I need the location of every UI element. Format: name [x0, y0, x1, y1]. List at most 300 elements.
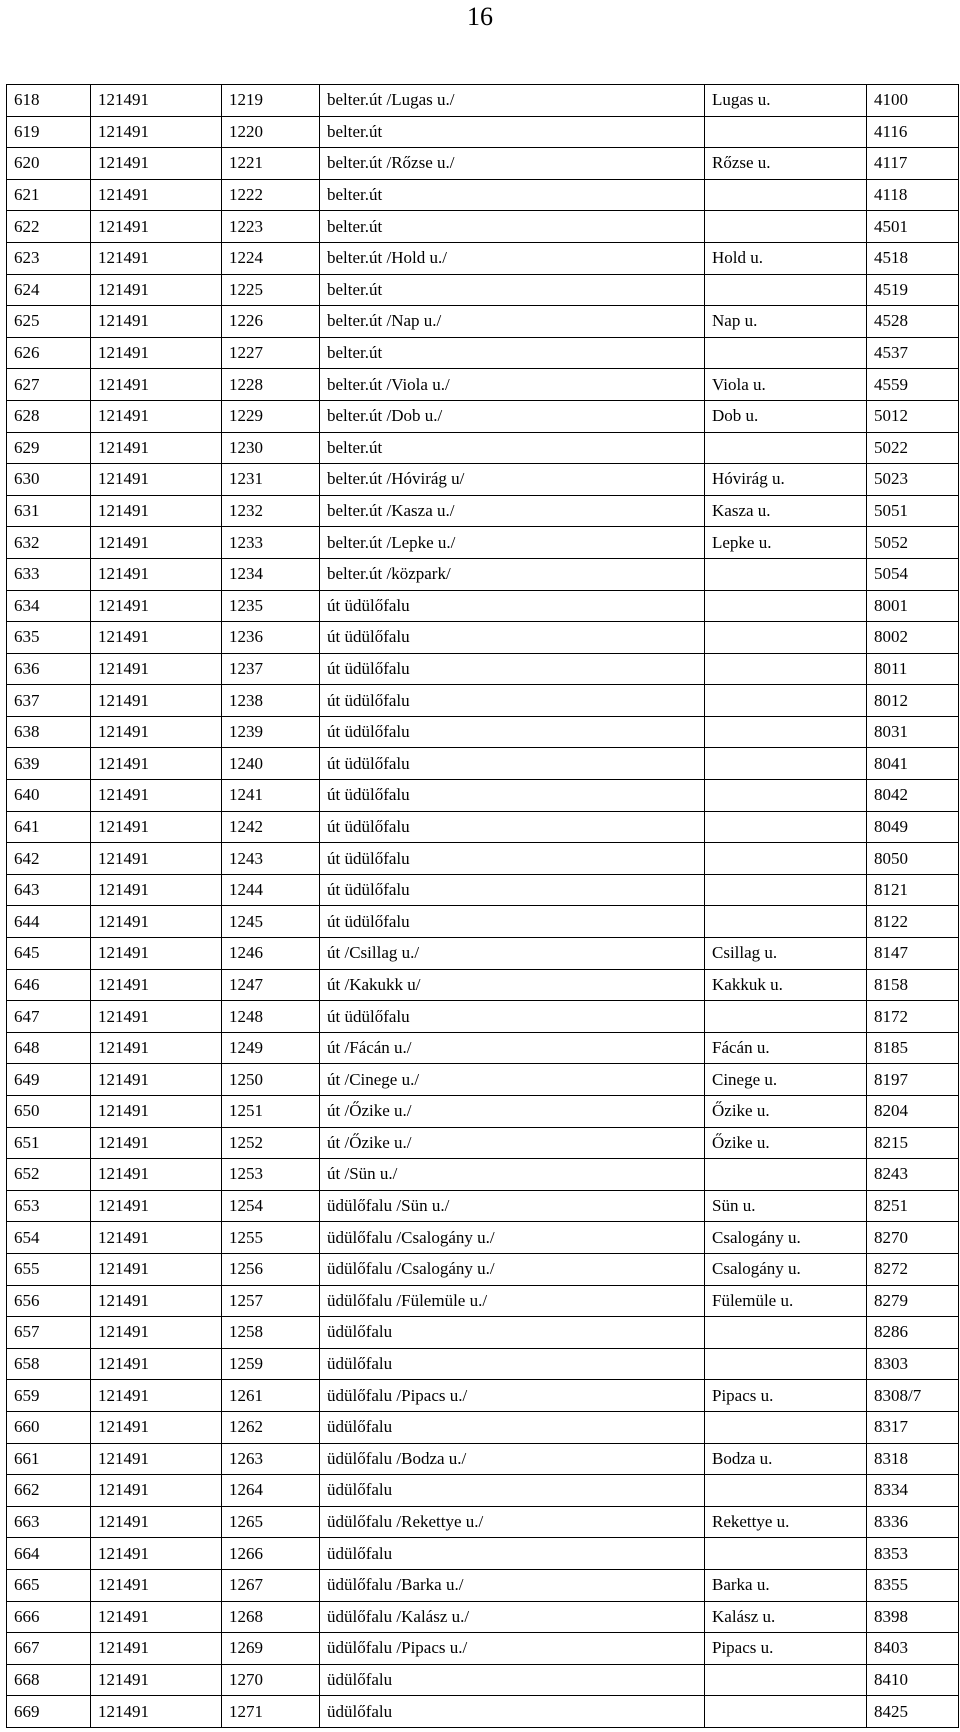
parcel-number-cell: 1234 [222, 558, 320, 590]
description-cell: belter.út /Kasza u./ [320, 495, 705, 527]
row-number-cell: 622 [7, 211, 91, 243]
parcel-number-cell: 1271 [222, 1696, 320, 1728]
description-cell: üdülőfalu [320, 1664, 705, 1696]
parcel-number-cell: 1264 [222, 1475, 320, 1507]
parcel-number-cell: 1236 [222, 622, 320, 654]
row-number-cell: 663 [7, 1506, 91, 1538]
description-cell: üdülőfalu [320, 1696, 705, 1728]
settlement-code-cell: 121491 [91, 1696, 222, 1728]
settlement-code-cell: 121491 [91, 653, 222, 685]
table-row [7, 811, 959, 843]
street-name-cell [705, 590, 867, 622]
identifier-cell: 4528 [867, 306, 959, 338]
parcel-number-cell: 1242 [222, 811, 320, 843]
parcel-number-cell: 1220 [222, 116, 320, 148]
settlement-code-cell: 121491 [91, 1569, 222, 1601]
street-name-cell [705, 116, 867, 148]
row-number-cell: 644 [7, 906, 91, 938]
street-name-cell: Őzike u. [705, 1127, 867, 1159]
identifier-cell: 8243 [867, 1159, 959, 1191]
street-name-cell: Sün u. [705, 1190, 867, 1222]
parcel-number-cell: 1223 [222, 211, 320, 243]
settlement-code-cell: 121491 [91, 780, 222, 812]
row-number-cell: 618 [7, 85, 91, 117]
description-cell: üdülőfalu [320, 1538, 705, 1570]
identifier-cell: 5023 [867, 464, 959, 496]
parcel-number-cell: 1231 [222, 464, 320, 496]
description-cell: belter.út [320, 116, 705, 148]
table-row [7, 1190, 959, 1222]
parcel-number-cell: 1254 [222, 1190, 320, 1222]
settlement-code-cell: 121491 [91, 1506, 222, 1538]
identifier-cell: 8147 [867, 938, 959, 970]
identifier-cell: 8286 [867, 1317, 959, 1349]
description-cell: üdülőfalu /Fülemüle u./ [320, 1285, 705, 1317]
table-row [7, 906, 959, 938]
parcel-number-cell: 1241 [222, 780, 320, 812]
row-number-cell: 649 [7, 1064, 91, 1096]
parcel-number-cell: 1244 [222, 874, 320, 906]
table-row [7, 1380, 959, 1412]
identifier-cell: 8031 [867, 716, 959, 748]
description-cell: út üdülőfalu [320, 653, 705, 685]
settlement-code-cell: 121491 [91, 716, 222, 748]
parcel-number-cell: 1266 [222, 1538, 320, 1570]
street-name-cell: Kasza u. [705, 495, 867, 527]
row-number-cell: 641 [7, 811, 91, 843]
street-name-cell [705, 653, 867, 685]
table-row [7, 242, 959, 274]
settlement-code-cell: 121491 [91, 1032, 222, 1064]
identifier-cell: 4501 [867, 211, 959, 243]
parcel-number-cell: 1225 [222, 274, 320, 306]
description-cell: út üdülőfalu [320, 811, 705, 843]
street-name-cell: Dob u. [705, 400, 867, 432]
street-name-cell [705, 1348, 867, 1380]
parcel-number-cell: 1230 [222, 432, 320, 464]
identifier-cell: 8050 [867, 843, 959, 875]
street-name-cell [705, 1664, 867, 1696]
description-cell: üdülőfalu /Barka u./ [320, 1569, 705, 1601]
table-row [7, 148, 959, 180]
street-name-cell: Hóvirág u. [705, 464, 867, 496]
description-cell: út /Sün u./ [320, 1159, 705, 1191]
description-cell: út üdülőfalu [320, 843, 705, 875]
description-cell: üdülőfalu /Csalogány u./ [320, 1253, 705, 1285]
parcel-number-cell: 1238 [222, 685, 320, 717]
settlement-code-cell: 121491 [91, 1064, 222, 1096]
identifier-cell: 4518 [867, 242, 959, 274]
table-row [7, 1159, 959, 1191]
settlement-code-cell: 121491 [91, 1411, 222, 1443]
parcel-number-cell: 1257 [222, 1285, 320, 1317]
table-row [7, 432, 959, 464]
table-row [7, 716, 959, 748]
identifier-cell: 8172 [867, 1001, 959, 1033]
street-name-cell [705, 1001, 867, 1033]
street-name-cell [705, 1411, 867, 1443]
row-number-cell: 646 [7, 969, 91, 1001]
row-number-cell: 667 [7, 1633, 91, 1665]
description-cell: üdülőfalu /Kalász u./ [320, 1601, 705, 1633]
settlement-code-cell: 121491 [91, 558, 222, 590]
parcel-number-cell: 1268 [222, 1601, 320, 1633]
parcel-number-cell: 1249 [222, 1032, 320, 1064]
street-name-cell: Viola u. [705, 369, 867, 401]
description-cell: út üdülőfalu [320, 685, 705, 717]
street-name-cell [705, 1696, 867, 1728]
parcel-number-cell: 1253 [222, 1159, 320, 1191]
description-cell: üdülőfalu /Csalogány u./ [320, 1222, 705, 1254]
identifier-cell: 8425 [867, 1696, 959, 1728]
identifier-cell: 8398 [867, 1601, 959, 1633]
identifier-cell: 8042 [867, 780, 959, 812]
settlement-code-cell: 121491 [91, 464, 222, 496]
parcel-number-cell: 1243 [222, 843, 320, 875]
row-number-cell: 657 [7, 1317, 91, 1349]
row-number-cell: 627 [7, 369, 91, 401]
street-name-cell [705, 874, 867, 906]
table-row [7, 874, 959, 906]
settlement-code-cell: 121491 [91, 874, 222, 906]
street-name-cell: Nap u. [705, 306, 867, 338]
identifier-cell: 8204 [867, 1096, 959, 1128]
table-row [7, 1569, 959, 1601]
table-row [7, 1064, 959, 1096]
description-cell: út üdülőfalu [320, 622, 705, 654]
parcel-number-cell: 1250 [222, 1064, 320, 1096]
settlement-code-cell: 121491 [91, 1475, 222, 1507]
row-number-cell: 639 [7, 748, 91, 780]
table-row [7, 590, 959, 622]
street-name-cell [705, 432, 867, 464]
settlement-code-cell: 121491 [91, 1159, 222, 1191]
row-number-cell: 669 [7, 1696, 91, 1728]
parcel-table-container [6, 84, 958, 1728]
settlement-code-cell: 121491 [91, 1253, 222, 1285]
table-row [7, 1506, 959, 1538]
parcel-number-cell: 1219 [222, 85, 320, 117]
description-cell: üdülőfalu [320, 1348, 705, 1380]
table-row [7, 843, 959, 875]
identifier-cell: 8251 [867, 1190, 959, 1222]
identifier-cell: 8002 [867, 622, 959, 654]
settlement-code-cell: 121491 [91, 1096, 222, 1128]
table-row [7, 1601, 959, 1633]
settlement-code-cell: 121491 [91, 590, 222, 622]
settlement-code-cell: 121491 [91, 843, 222, 875]
row-number-cell: 665 [7, 1569, 91, 1601]
parcel-number-cell: 1248 [222, 1001, 320, 1033]
table-row [7, 495, 959, 527]
settlement-code-cell: 121491 [91, 938, 222, 970]
settlement-code-cell: 121491 [91, 211, 222, 243]
table-row [7, 85, 959, 117]
identifier-cell: 4519 [867, 274, 959, 306]
street-name-cell: Fácán u. [705, 1032, 867, 1064]
street-name-cell [705, 716, 867, 748]
settlement-code-cell: 121491 [91, 495, 222, 527]
identifier-cell: 4559 [867, 369, 959, 401]
description-cell: belter.út [320, 274, 705, 306]
street-name-cell [705, 211, 867, 243]
table-row [7, 1348, 959, 1380]
settlement-code-cell: 121491 [91, 748, 222, 780]
street-name-cell: Lepke u. [705, 527, 867, 559]
street-name-cell: Bodza u. [705, 1443, 867, 1475]
street-name-cell [705, 1317, 867, 1349]
identifier-cell: 5054 [867, 558, 959, 590]
parcel-table-body [7, 85, 959, 1728]
identifier-cell: 8308/7 [867, 1380, 959, 1412]
identifier-cell: 8197 [867, 1064, 959, 1096]
table-row [7, 1253, 959, 1285]
street-name-cell: Rekettye u. [705, 1506, 867, 1538]
street-name-cell [705, 780, 867, 812]
identifier-cell: 8012 [867, 685, 959, 717]
identifier-cell: 8185 [867, 1032, 959, 1064]
parcel-number-cell: 1246 [222, 938, 320, 970]
description-cell: belter.út /Hold u./ [320, 242, 705, 274]
description-cell: üdülőfalu /Sün u./ [320, 1190, 705, 1222]
parcel-number-cell: 1258 [222, 1317, 320, 1349]
settlement-code-cell: 121491 [91, 1633, 222, 1665]
table-row [7, 1001, 959, 1033]
settlement-code-cell: 121491 [91, 685, 222, 717]
parcel-number-cell: 1233 [222, 527, 320, 559]
description-cell: belter.út /Hóvirág u/ [320, 464, 705, 496]
parcel-number-cell: 1263 [222, 1443, 320, 1475]
parcel-number-cell: 1252 [222, 1127, 320, 1159]
row-number-cell: 661 [7, 1443, 91, 1475]
description-cell: üdülőfalu /Rekettye u./ [320, 1506, 705, 1538]
description-cell: út üdülőfalu [320, 748, 705, 780]
description-cell: út üdülőfalu [320, 874, 705, 906]
description-cell: út /Őzike u./ [320, 1127, 705, 1159]
parcel-number-cell: 1237 [222, 653, 320, 685]
row-number-cell: 660 [7, 1411, 91, 1443]
table-row [7, 1411, 959, 1443]
settlement-code-cell: 121491 [91, 1222, 222, 1254]
table-row [7, 274, 959, 306]
identifier-cell: 8303 [867, 1348, 959, 1380]
parcel-number-cell: 1221 [222, 148, 320, 180]
identifier-cell: 4117 [867, 148, 959, 180]
row-number-cell: 648 [7, 1032, 91, 1064]
settlement-code-cell: 121491 [91, 242, 222, 274]
parcel-number-cell: 1270 [222, 1664, 320, 1696]
parcel-table [6, 84, 959, 1728]
description-cell: belter.út /Viola u./ [320, 369, 705, 401]
row-number-cell: 640 [7, 780, 91, 812]
street-name-cell: Csillag u. [705, 938, 867, 970]
description-cell: belter.út /Lepke u./ [320, 527, 705, 559]
street-name-cell [705, 622, 867, 654]
row-number-cell: 635 [7, 622, 91, 654]
identifier-cell: 8121 [867, 874, 959, 906]
settlement-code-cell: 121491 [91, 1348, 222, 1380]
row-number-cell: 633 [7, 558, 91, 590]
street-name-cell: Őzike u. [705, 1096, 867, 1128]
identifier-cell: 5022 [867, 432, 959, 464]
street-name-cell [705, 179, 867, 211]
table-row [7, 938, 959, 970]
parcel-number-cell: 1224 [222, 242, 320, 274]
table-row [7, 400, 959, 432]
street-name-cell [705, 1159, 867, 1191]
description-cell: út /Kakukk u/ [320, 969, 705, 1001]
parcel-number-cell: 1262 [222, 1411, 320, 1443]
row-number-cell: 637 [7, 685, 91, 717]
table-row [7, 1664, 959, 1696]
description-cell: belter.út /Rőzse u./ [320, 148, 705, 180]
description-cell: belter.út /Dob u./ [320, 400, 705, 432]
parcel-number-cell: 1265 [222, 1506, 320, 1538]
row-number-cell: 666 [7, 1601, 91, 1633]
description-cell: út üdülőfalu [320, 906, 705, 938]
description-cell: út üdülőfalu [320, 780, 705, 812]
row-number-cell: 626 [7, 337, 91, 369]
street-name-cell: Pipacs u. [705, 1633, 867, 1665]
row-number-cell: 653 [7, 1190, 91, 1222]
row-number-cell: 620 [7, 148, 91, 180]
street-name-cell: Lugas u. [705, 85, 867, 117]
settlement-code-cell: 121491 [91, 369, 222, 401]
identifier-cell: 8410 [867, 1664, 959, 1696]
street-name-cell: Csalogány u. [705, 1253, 867, 1285]
row-number-cell: 621 [7, 179, 91, 211]
parcel-number-cell: 1240 [222, 748, 320, 780]
description-cell: üdülőfalu /Pipacs u./ [320, 1633, 705, 1665]
table-row [7, 1032, 959, 1064]
description-cell: üdülőfalu [320, 1475, 705, 1507]
table-row [7, 1317, 959, 1349]
street-name-cell: Rőzse u. [705, 148, 867, 180]
identifier-cell: 8041 [867, 748, 959, 780]
identifier-cell: 8318 [867, 1443, 959, 1475]
parcel-number-cell: 1247 [222, 969, 320, 1001]
table-row [7, 1096, 959, 1128]
row-number-cell: 642 [7, 843, 91, 875]
street-name-cell: Cinege u. [705, 1064, 867, 1096]
street-name-cell [705, 1475, 867, 1507]
table-row [7, 1696, 959, 1728]
row-number-cell: 630 [7, 464, 91, 496]
description-cell: út üdülőfalu [320, 716, 705, 748]
description-cell: belter.út /Nap u./ [320, 306, 705, 338]
page-number: 16 [467, 2, 493, 31]
table-row [7, 622, 959, 654]
row-number-cell: 629 [7, 432, 91, 464]
description-cell: üdülőfalu [320, 1317, 705, 1349]
identifier-cell: 8272 [867, 1253, 959, 1285]
description-cell: belter.út [320, 211, 705, 243]
table-row [7, 1443, 959, 1475]
identifier-cell: 8049 [867, 811, 959, 843]
identifier-cell: 8011 [867, 653, 959, 685]
street-name-cell [705, 558, 867, 590]
parcel-number-cell: 1235 [222, 590, 320, 622]
row-number-cell: 655 [7, 1253, 91, 1285]
row-number-cell: 634 [7, 590, 91, 622]
settlement-code-cell: 121491 [91, 1317, 222, 1349]
description-cell: belter.út /Lugas u./ [320, 85, 705, 117]
settlement-code-cell: 121491 [91, 274, 222, 306]
street-name-cell [705, 843, 867, 875]
parcel-number-cell: 1255 [222, 1222, 320, 1254]
description-cell: út /Csillag u./ [320, 938, 705, 970]
street-name-cell: Kakkuk u. [705, 969, 867, 1001]
settlement-code-cell: 121491 [91, 1127, 222, 1159]
settlement-code-cell: 121491 [91, 1001, 222, 1033]
street-name-cell [705, 811, 867, 843]
parcel-number-cell: 1259 [222, 1348, 320, 1380]
identifier-cell: 5051 [867, 495, 959, 527]
row-number-cell: 623 [7, 242, 91, 274]
table-row [7, 179, 959, 211]
parcel-number-cell: 1267 [222, 1569, 320, 1601]
settlement-code-cell: 121491 [91, 432, 222, 464]
street-name-cell: Kalász u. [705, 1601, 867, 1633]
parcel-number-cell: 1245 [222, 906, 320, 938]
table-row [7, 1285, 959, 1317]
identifier-cell: 4118 [867, 179, 959, 211]
identifier-cell: 8279 [867, 1285, 959, 1317]
parcel-number-cell: 1222 [222, 179, 320, 211]
row-number-cell: 636 [7, 653, 91, 685]
identifier-cell: 4116 [867, 116, 959, 148]
description-cell: út üdülőfalu [320, 1001, 705, 1033]
row-number-cell: 624 [7, 274, 91, 306]
settlement-code-cell: 121491 [91, 179, 222, 211]
identifier-cell: 8317 [867, 1411, 959, 1443]
settlement-code-cell: 121491 [91, 527, 222, 559]
settlement-code-cell: 121491 [91, 1538, 222, 1570]
row-number-cell: 664 [7, 1538, 91, 1570]
settlement-code-cell: 121491 [91, 1190, 222, 1222]
description-cell: üdülőfalu [320, 1411, 705, 1443]
identifier-cell: 8270 [867, 1222, 959, 1254]
description-cell: belter.út /közpark/ [320, 558, 705, 590]
parcel-number-cell: 1261 [222, 1380, 320, 1412]
table-row [7, 527, 959, 559]
identifier-cell: 8001 [867, 590, 959, 622]
street-name-cell [705, 685, 867, 717]
description-cell: út /Őzike u./ [320, 1096, 705, 1128]
identifier-cell: 8158 [867, 969, 959, 1001]
identifier-cell: 8215 [867, 1127, 959, 1159]
identifier-cell: 4537 [867, 337, 959, 369]
description-cell: út üdülőfalu [320, 590, 705, 622]
row-number-cell: 619 [7, 116, 91, 148]
settlement-code-cell: 121491 [91, 400, 222, 432]
description-cell: belter.út [320, 337, 705, 369]
street-name-cell [705, 748, 867, 780]
row-number-cell: 645 [7, 938, 91, 970]
street-name-cell [705, 337, 867, 369]
identifier-cell: 8122 [867, 906, 959, 938]
identifier-cell: 4100 [867, 85, 959, 117]
description-cell: üdülőfalu /Pipacs u./ [320, 1380, 705, 1412]
description-cell: belter.út [320, 179, 705, 211]
table-row [7, 1222, 959, 1254]
table-row [7, 1538, 959, 1570]
table-row [7, 780, 959, 812]
table-row [7, 211, 959, 243]
settlement-code-cell: 121491 [91, 1380, 222, 1412]
parcel-number-cell: 1228 [222, 369, 320, 401]
row-number-cell: 647 [7, 1001, 91, 1033]
